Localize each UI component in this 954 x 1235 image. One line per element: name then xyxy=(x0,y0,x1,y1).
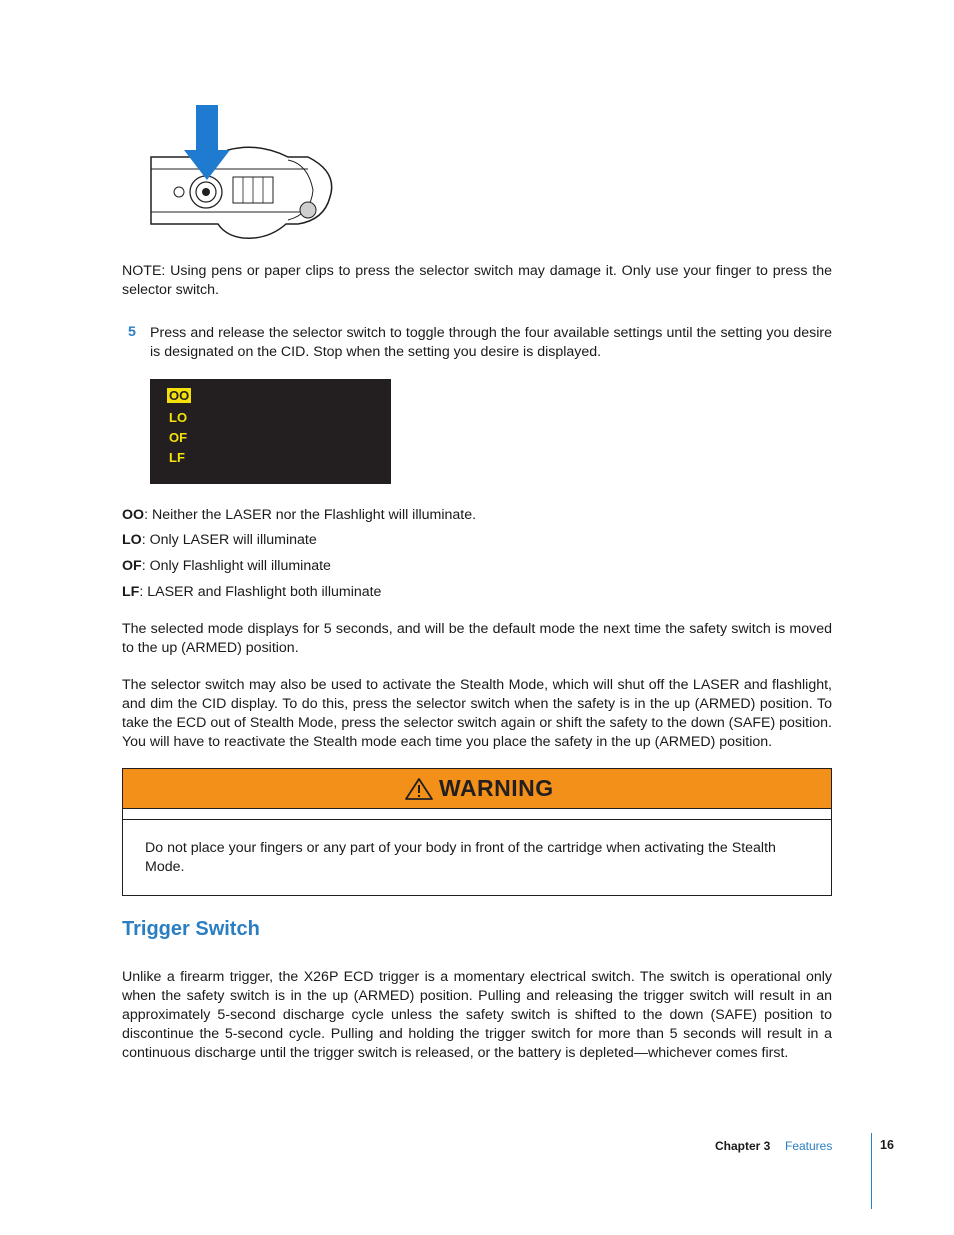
mode-desc: : Neither the LASER nor the Flashlight will illuminate. xyxy=(144,507,477,523)
warning-text: Do not place your fingers or any part of your body in front of the cartridge when activating the Stealth Mode. xyxy=(145,840,776,875)
cid-item: LO xyxy=(169,410,188,425)
note-text: NOTE: Using pens or paper clips to press the selector switch may damage it. Only use your finger to press the selector switch. xyxy=(122,263,832,298)
mode-line xyxy=(122,584,381,600)
mode-code: OO xyxy=(122,507,145,523)
cid-item: LF xyxy=(169,450,185,465)
mode-desc: : Only LASER will illuminate xyxy=(141,532,317,548)
footer-chapter: Chapter 3 xyxy=(715,1139,771,1153)
cid-item: OF xyxy=(169,430,188,445)
footer-divider xyxy=(871,1133,872,1209)
step-number: 5 xyxy=(128,324,136,340)
mode-line xyxy=(122,532,317,548)
step-text: Press and release the selector switch to toggle through the four available settings until the setting you desire is designated on the CID. Stop when the setting you desire is displayed. xyxy=(150,325,832,360)
warning-box xyxy=(122,768,832,896)
warning-divider xyxy=(123,819,831,820)
trigger-switch-paragraph: Unlike a firearm trigger, the X26P ECD trigger is a momentary electrical switch. The switch is operational only when the safety switch is in the up (ARMED) position. Pulling and releasing the trigger switch will result in an approximately 5-second discharge cycle unless the safety switch is shifted to the down (SAFE) position to discontinue the 5-second cycle. Pulling and holding the trigger switch for more than 5 seconds will result in a continuous discharge until the trigger switch is released, or the battery is depleted—whichever comes first. xyxy=(122,969,832,1061)
section-title: Trigger Switch xyxy=(122,918,260,940)
mode-code: LO xyxy=(122,532,142,548)
selected-mode-paragraph: The selected mode displays for 5 seconds, and will be the default mode the next time the safety switch is moved to the up (ARMED) position. xyxy=(122,621,832,656)
device-illustration xyxy=(148,102,338,242)
footer-section-link[interactable]: Features xyxy=(785,1139,833,1153)
cid-item-selected: OO xyxy=(169,388,190,403)
warning-triangle-icon xyxy=(404,777,434,801)
stealth-mode-paragraph: The selector switch may also be used to activate the Stealth Mode, which will shut off the LASER and flashlight, and dim the CID display. To do this, press the selector switch when the safety is in the up (ARMED) position. To take the ECD out of Stealth Mode, press the selector switch again or shift the safety to the down (SAFE) position. You will have to reactivate the Stealth mode each time you place the safety in the up (ARMED) position. xyxy=(122,677,832,750)
mode-desc: : LASER and Flashlight both illuminate xyxy=(139,584,382,600)
mode-desc: : Only Flashlight will illuminate xyxy=(141,558,331,574)
cid-display xyxy=(150,379,391,484)
warning-title: WARNING xyxy=(439,775,554,801)
mode-line xyxy=(122,558,331,574)
mode-code: OF xyxy=(122,558,142,574)
warning-header xyxy=(123,769,831,809)
mode-code: LF xyxy=(122,584,140,600)
mode-line xyxy=(122,507,476,523)
page-number: 16 xyxy=(880,1138,894,1152)
